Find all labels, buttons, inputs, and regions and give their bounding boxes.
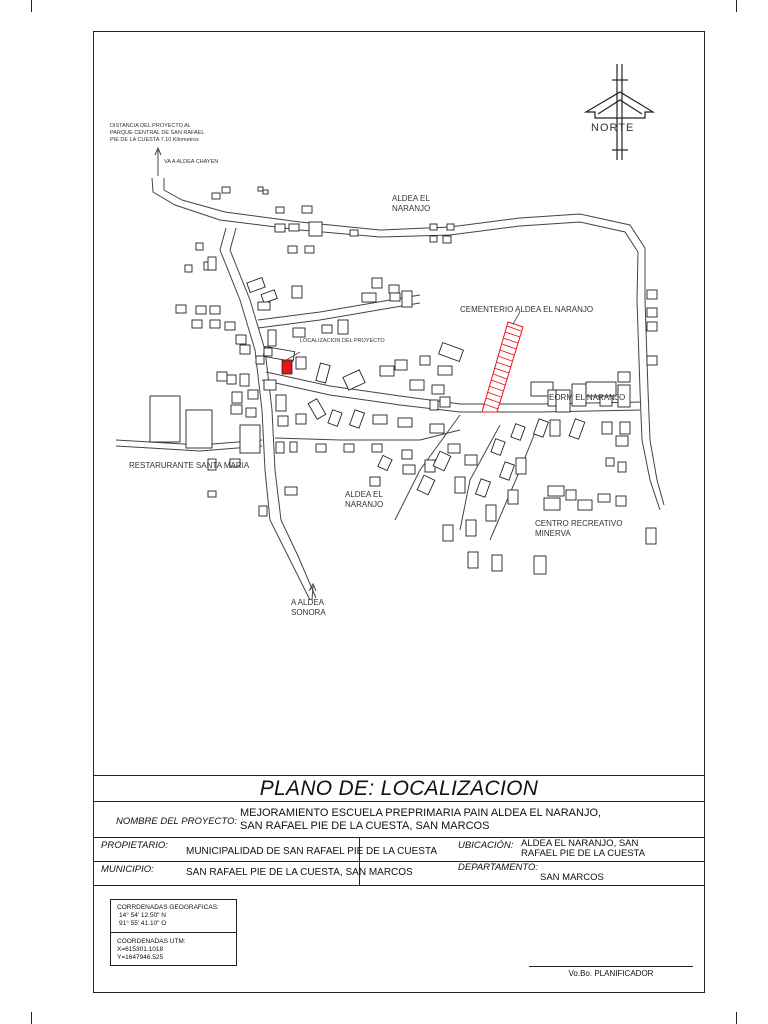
municipio-value: SAN RAFAEL PIE DE LA CUESTA, SAN MARCOS [186, 867, 413, 878]
owner-value: MUNICIPALIDAD DE SAN RAFAEL PIE DE LA CUESTA [186, 846, 437, 857]
cementerio-label: CEMENTERIO ALDEA EL NARANJO [460, 305, 594, 314]
via-chayen-label: VA A ALDEA CHAYEN [164, 159, 219, 165]
divider [359, 862, 360, 886]
distance-note-line-1: DISTANCIA DEL PROYECTO AL [110, 123, 191, 129]
municipio-key: MUNICIPIO: [101, 864, 154, 875]
owner-key: PROPIETARIO: [101, 840, 168, 851]
location-line-2: RAFAEL PIE DE LA CUESTA [521, 848, 646, 859]
title-band [94, 775, 704, 802]
municipio-row [94, 862, 704, 886]
aldea-sonora-line-2: SONORA [291, 608, 326, 617]
eorm-label: EORM EL NARANJO [549, 393, 626, 402]
cemetery-hatch [482, 322, 523, 412]
utm-title: COORDENADAS UTM: [117, 938, 186, 945]
signature-label: Vo.Bo. PLANIFICADOR [568, 969, 654, 978]
coordinates-box [110, 899, 237, 966]
plan-title: PLANO DE: LOCALIZACION [259, 777, 539, 800]
owner-row [94, 838, 704, 862]
divider [359, 838, 360, 862]
north-label: NORTE [591, 122, 635, 134]
aldea-naranjo-top-line-1: ALDEA EL [392, 194, 430, 203]
utm-x: X=615301.1018 [117, 946, 164, 953]
project-name-line-2: SAN RAFAEL PIE DE LA CUESTA, SAN MARCOS [240, 820, 490, 832]
location-key: UBICACIÓN: [458, 840, 514, 851]
north-arrow [586, 64, 653, 160]
geo-lon: 91° 55' 41.10" O [119, 920, 167, 927]
crop-mark [736, 1012, 737, 1024]
project-key: NOMBRE DEL PROYECTO: [116, 816, 238, 827]
aldea-naranjo-top-line-2: NARANJO [392, 204, 431, 213]
buildings [150, 187, 657, 574]
crop-mark [736, 0, 737, 12]
geo-lat: 14° 54' 12.50" N [119, 912, 166, 919]
project-row [94, 802, 704, 838]
arrow-chayen [155, 148, 161, 176]
signature-line [529, 966, 693, 967]
road-main-left-edge [230, 228, 316, 598]
location-map [94, 32, 704, 775]
aldea-sonora-line-1: A ALDEA [291, 598, 324, 607]
distance-note-line-2: PARQUE CENTRAL DE SAN RAFAEL [110, 130, 205, 136]
crop-mark [31, 1012, 32, 1024]
utm-y: Y=1647946.525 [117, 954, 164, 961]
departamento-value: SAN MARCOS [540, 872, 604, 883]
departamento-key: DEPARTAMENTO: [458, 862, 539, 873]
project-location-label: LOCALIZACION DEL PROYECTO [300, 338, 385, 344]
project-name-line-1: MEJORAMIENTO ESCUELA PREPRIMARIA PAIN ALDEA EL NARANJO, [240, 807, 602, 819]
geo-coords-title: CORRDENADAS GEOGRAFICAS: [117, 904, 219, 911]
centro-recreativo-line-1: CENTRO RECREATIVO [535, 519, 623, 528]
crop-mark [31, 0, 32, 12]
restaurante-label: RESTARURANTE SANTA MARIA [129, 461, 250, 470]
aldea-naranjo-mid-line-1: ALDEA EL [345, 490, 383, 499]
distance-note-line-3: PIE DE LA CUESTA 7.10 Kilometros [110, 137, 199, 143]
centro-recreativo-line-2: MINERVA [535, 529, 571, 538]
aldea-naranjo-mid-line-2: NARANJO [345, 500, 384, 509]
coords-separator [111, 932, 236, 933]
location-line-1: ALDEA EL NARANJO, SAN [521, 838, 639, 849]
